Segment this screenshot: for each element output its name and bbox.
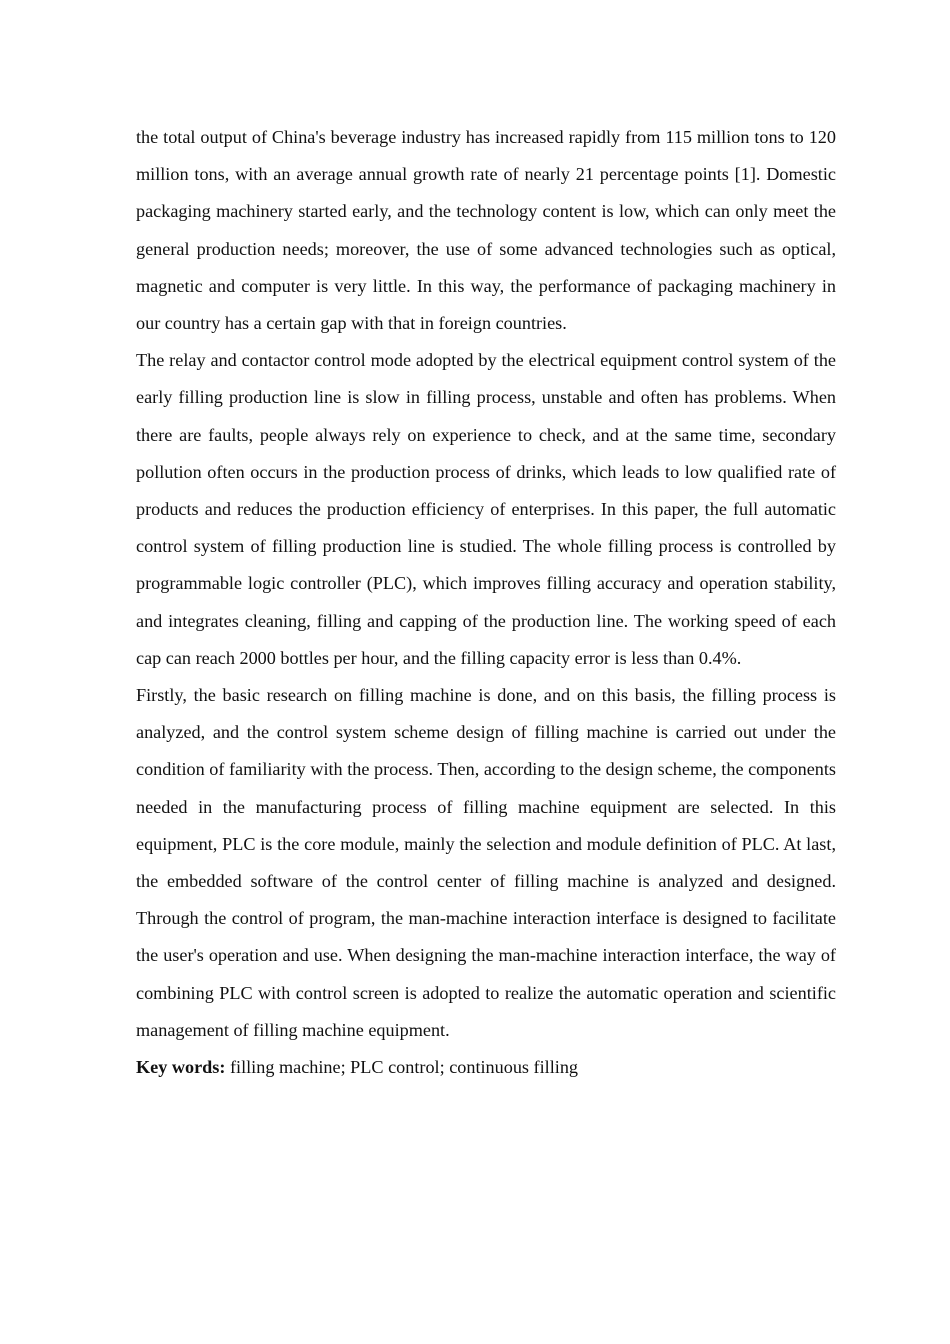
keywords-label: Key words: — [136, 1057, 226, 1078]
paragraph-intro: the total output of China's beverage industry has increased rapidly from 115 million tons to 120 million tons, with an average annual growth rate of nearly 21 percentage points [1]. Domestic packaging machinery started early, and the technology content is low, which can only meet the general production needs; moreover, the use of some advanced technologies such as optical, magnetic and computer is very little. In this way, the performance of packaging machinery in our country has a certain gap with that in foreign countries. — [136, 127, 836, 334]
keywords-line — [136, 1049, 836, 1086]
keywords-text: filling machine; PLC control; continuous filling — [225, 1057, 579, 1078]
paragraph-method: Firstly, the basic research on filling machine is done, and on this basis, the filling process is analyzed, and the control system scheme design of filling machine is carried out under the condition of familiarity with the process. Then, according to the design scheme, the components needed in the manufacturing process of filling machine equipment are selected. In this equipment, PLC is the core module, mainly the selection and module definition of PLC. At last, the embedded software of the control center of filling machine is analyzed and designed. Through the control of program, the man-machine interaction interface is designed to facilitate the user's operation and use. When designing the man-machine interaction interface, the way of combining PLC with control screen is adopted to realize the automatic operation and scientific management of filling machine equipment. — [136, 685, 836, 1040]
paragraph-background: The relay and contactor control mode adopted by the electrical equipment control system of the early filling production line is slow in filling process, unstable and often has problems. When there are faults, people always rely on experience to check, and at the same time, secondary pollution often occurs in the production process of drinks, which leads to low qualified rate of products and reduces the production efficiency of enterprises. In this paper, the full automatic control system of filling production line is studied. The whole filling process is controlled by programmable logic controller (PLC), which improves filling accuracy and operation stability, and integrates cleaning, filling and capping of the production line. The working speed of each cap can reach 2000 bottles per hour, and the filling capacity error is less than 0.4%. — [136, 350, 836, 668]
document-body — [136, 119, 836, 1086]
